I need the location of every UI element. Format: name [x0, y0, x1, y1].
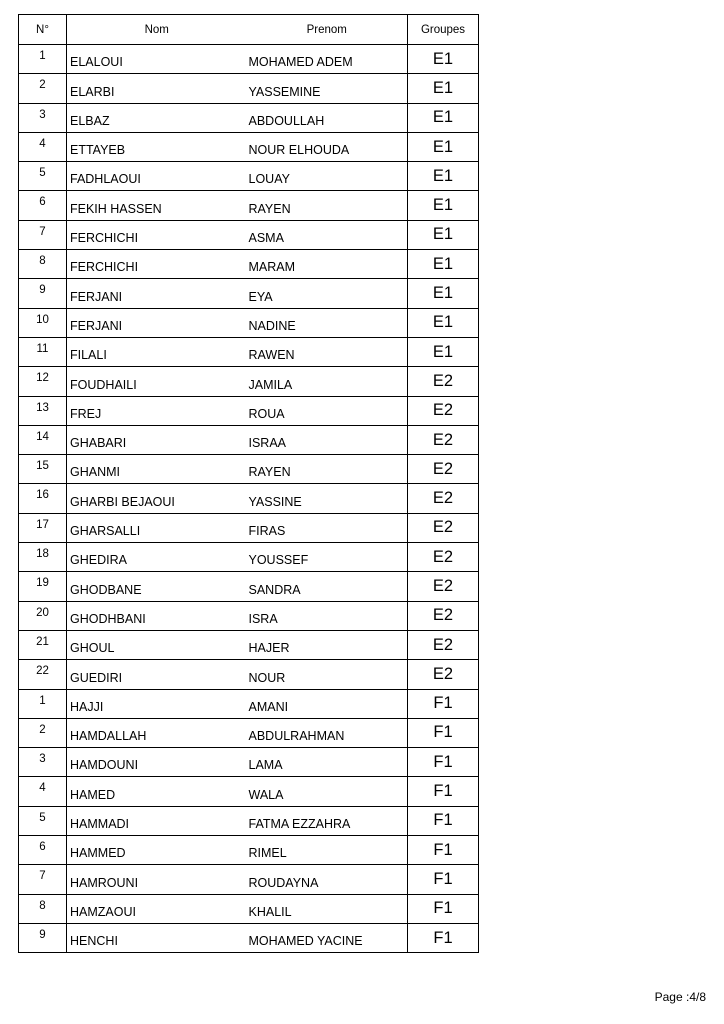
- row-nom: GHODBANE: [67, 572, 247, 601]
- row-nom: GHEDIRA: [67, 543, 247, 572]
- row-nom: GHOUL: [67, 630, 247, 659]
- row-prenom: ROUA: [247, 396, 408, 425]
- table-row: [19, 250, 479, 279]
- row-groupe: F1: [408, 718, 479, 747]
- table-row: [19, 162, 479, 191]
- row-groupe: E1: [408, 279, 479, 308]
- row-groupe: E2: [408, 513, 479, 542]
- row-number: 2: [19, 718, 67, 747]
- row-groupe: E2: [408, 396, 479, 425]
- header-nom: Nom: [67, 15, 247, 45]
- row-groupe: E1: [408, 337, 479, 366]
- row-number: 13: [19, 396, 67, 425]
- row-prenom: MOHAMED ADEM: [247, 45, 408, 74]
- row-groupe: E1: [408, 162, 479, 191]
- row-groupe: F1: [408, 923, 479, 952]
- row-number: 11: [19, 337, 67, 366]
- row-prenom: RAWEN: [247, 337, 408, 366]
- table-row: [19, 455, 479, 484]
- row-number: 19: [19, 572, 67, 601]
- row-groupe: E2: [408, 601, 479, 630]
- row-prenom: ROUDAYNA: [247, 865, 408, 894]
- row-number: 21: [19, 630, 67, 659]
- table-row: [19, 367, 479, 396]
- row-prenom: ABDULRAHMAN: [247, 718, 408, 747]
- row-number: 7: [19, 865, 67, 894]
- row-nom: FREJ: [67, 396, 247, 425]
- row-number: 7: [19, 220, 67, 249]
- student-group-list: [18, 14, 478, 953]
- row-prenom: MOHAMED YACINE: [247, 923, 408, 952]
- row-number: 20: [19, 601, 67, 630]
- row-prenom: HAJER: [247, 630, 408, 659]
- table-row: [19, 103, 479, 132]
- table-row: [19, 836, 479, 865]
- row-nom: HAMMED: [67, 836, 247, 865]
- table-row: [19, 279, 479, 308]
- table-row: [19, 220, 479, 249]
- row-number: 5: [19, 806, 67, 835]
- row-nom: GUEDIRI: [67, 660, 247, 689]
- row-number: 1: [19, 45, 67, 74]
- row-number: 14: [19, 425, 67, 454]
- row-prenom: NOUR ELHOUDA: [247, 132, 408, 161]
- row-nom: ELARBI: [67, 74, 247, 103]
- row-prenom: ISRAA: [247, 425, 408, 454]
- row-groupe: F1: [408, 894, 479, 923]
- table-row: [19, 777, 479, 806]
- header-row: [19, 15, 479, 45]
- row-nom: HAMZAOUI: [67, 894, 247, 923]
- row-groupe: E2: [408, 367, 479, 396]
- table-row: [19, 513, 479, 542]
- row-number: 3: [19, 748, 67, 777]
- table-row: [19, 689, 479, 718]
- row-prenom: NOUR: [247, 660, 408, 689]
- row-groupe: E2: [408, 660, 479, 689]
- table-row: [19, 191, 479, 220]
- row-groupe: E2: [408, 572, 479, 601]
- row-nom: HAMROUNI: [67, 865, 247, 894]
- page-number: Page :4/8: [654, 990, 706, 1004]
- row-number: 16: [19, 484, 67, 513]
- row-groupe: F1: [408, 777, 479, 806]
- row-groupe: E1: [408, 220, 479, 249]
- row-nom: FERCHICHI: [67, 220, 247, 249]
- table-row: [19, 718, 479, 747]
- row-prenom: FIRAS: [247, 513, 408, 542]
- header-number: N°: [19, 15, 67, 45]
- row-groupe: E1: [408, 191, 479, 220]
- row-groupe: E2: [408, 425, 479, 454]
- table-row: [19, 45, 479, 74]
- table-row: [19, 630, 479, 659]
- row-number: 17: [19, 513, 67, 542]
- row-prenom: FATMA EZZAHRA: [247, 806, 408, 835]
- row-nom: FERJANI: [67, 308, 247, 337]
- table-row: [19, 660, 479, 689]
- row-prenom: MARAM: [247, 250, 408, 279]
- row-nom: GHODHBANI: [67, 601, 247, 630]
- row-number: 6: [19, 191, 67, 220]
- row-nom: GHARBI BEJAOUI: [67, 484, 247, 513]
- row-nom: FERJANI: [67, 279, 247, 308]
- row-nom: GHABARI: [67, 425, 247, 454]
- row-nom: GHANMI: [67, 455, 247, 484]
- row-groupe: E1: [408, 308, 479, 337]
- row-nom: HAMED: [67, 777, 247, 806]
- row-number: 22: [19, 660, 67, 689]
- row-nom: HENCHI: [67, 923, 247, 952]
- row-number: 15: [19, 455, 67, 484]
- row-prenom: YASSEMINE: [247, 74, 408, 103]
- row-nom: FOUDHAILI: [67, 367, 247, 396]
- row-nom: FILALI: [67, 337, 247, 366]
- row-nom: HAMDALLAH: [67, 718, 247, 747]
- row-prenom: AMANI: [247, 689, 408, 718]
- row-groupe: F1: [408, 748, 479, 777]
- row-groupe: E2: [408, 543, 479, 572]
- row-prenom: ISRA: [247, 601, 408, 630]
- row-nom: ETTAYEB: [67, 132, 247, 161]
- table-row: [19, 484, 479, 513]
- row-groupe: E1: [408, 103, 479, 132]
- row-nom: FERCHICHI: [67, 250, 247, 279]
- row-nom: HAJJI: [67, 689, 247, 718]
- table-row: [19, 806, 479, 835]
- row-groupe: F1: [408, 836, 479, 865]
- row-prenom: RAYEN: [247, 455, 408, 484]
- row-prenom: RAYEN: [247, 191, 408, 220]
- row-groupe: F1: [408, 689, 479, 718]
- row-prenom: NADINE: [247, 308, 408, 337]
- row-prenom: LAMA: [247, 748, 408, 777]
- table-row: [19, 337, 479, 366]
- row-groupe: E2: [408, 484, 479, 513]
- row-prenom: WALA: [247, 777, 408, 806]
- table-header: [19, 15, 479, 45]
- header-groupes: Groupes: [408, 15, 479, 45]
- row-prenom: KHALIL: [247, 894, 408, 923]
- row-number: 6: [19, 836, 67, 865]
- row-number: 9: [19, 923, 67, 952]
- row-number: 4: [19, 132, 67, 161]
- table-row: [19, 425, 479, 454]
- row-prenom: LOUAY: [247, 162, 408, 191]
- row-number: 9: [19, 279, 67, 308]
- table-row: [19, 923, 479, 952]
- row-groupe: E1: [408, 74, 479, 103]
- table-row: [19, 74, 479, 103]
- row-number: 12: [19, 367, 67, 396]
- row-number: 4: [19, 777, 67, 806]
- row-number: 1: [19, 689, 67, 718]
- row-nom: ELALOUI: [67, 45, 247, 74]
- roster-table: [18, 14, 479, 953]
- table-row: [19, 894, 479, 923]
- row-number: 18: [19, 543, 67, 572]
- row-prenom: YASSINE: [247, 484, 408, 513]
- row-prenom: EYA: [247, 279, 408, 308]
- row-prenom: JAMILA: [247, 367, 408, 396]
- table-row: [19, 132, 479, 161]
- row-groupe: E2: [408, 630, 479, 659]
- table-row: [19, 572, 479, 601]
- row-prenom: RIMEL: [247, 836, 408, 865]
- table-row: [19, 748, 479, 777]
- row-number: 5: [19, 162, 67, 191]
- row-groupe: E1: [408, 45, 479, 74]
- row-nom: HAMMADI: [67, 806, 247, 835]
- row-number: 3: [19, 103, 67, 132]
- row-prenom: SANDRA: [247, 572, 408, 601]
- row-number: 2: [19, 74, 67, 103]
- row-nom: HAMDOUNI: [67, 748, 247, 777]
- table-row: [19, 601, 479, 630]
- table-row: [19, 543, 479, 572]
- row-nom: FEKIH HASSEN: [67, 191, 247, 220]
- table-row: [19, 865, 479, 894]
- row-number: 8: [19, 250, 67, 279]
- row-number: 10: [19, 308, 67, 337]
- row-groupe: E1: [408, 250, 479, 279]
- row-groupe: E1: [408, 132, 479, 161]
- table-row: [19, 396, 479, 425]
- row-nom: FADHLAOUI: [67, 162, 247, 191]
- header-prenom: Prenom: [247, 15, 408, 45]
- row-prenom: ASMA: [247, 220, 408, 249]
- row-nom: GHARSALLI: [67, 513, 247, 542]
- table-row: [19, 308, 479, 337]
- row-groupe: E2: [408, 455, 479, 484]
- row-groupe: F1: [408, 806, 479, 835]
- row-nom: ELBAZ: [67, 103, 247, 132]
- row-prenom: YOUSSEF: [247, 543, 408, 572]
- row-prenom: ABDOULLAH: [247, 103, 408, 132]
- row-number: 8: [19, 894, 67, 923]
- row-groupe: F1: [408, 865, 479, 894]
- table-body: [19, 45, 479, 953]
